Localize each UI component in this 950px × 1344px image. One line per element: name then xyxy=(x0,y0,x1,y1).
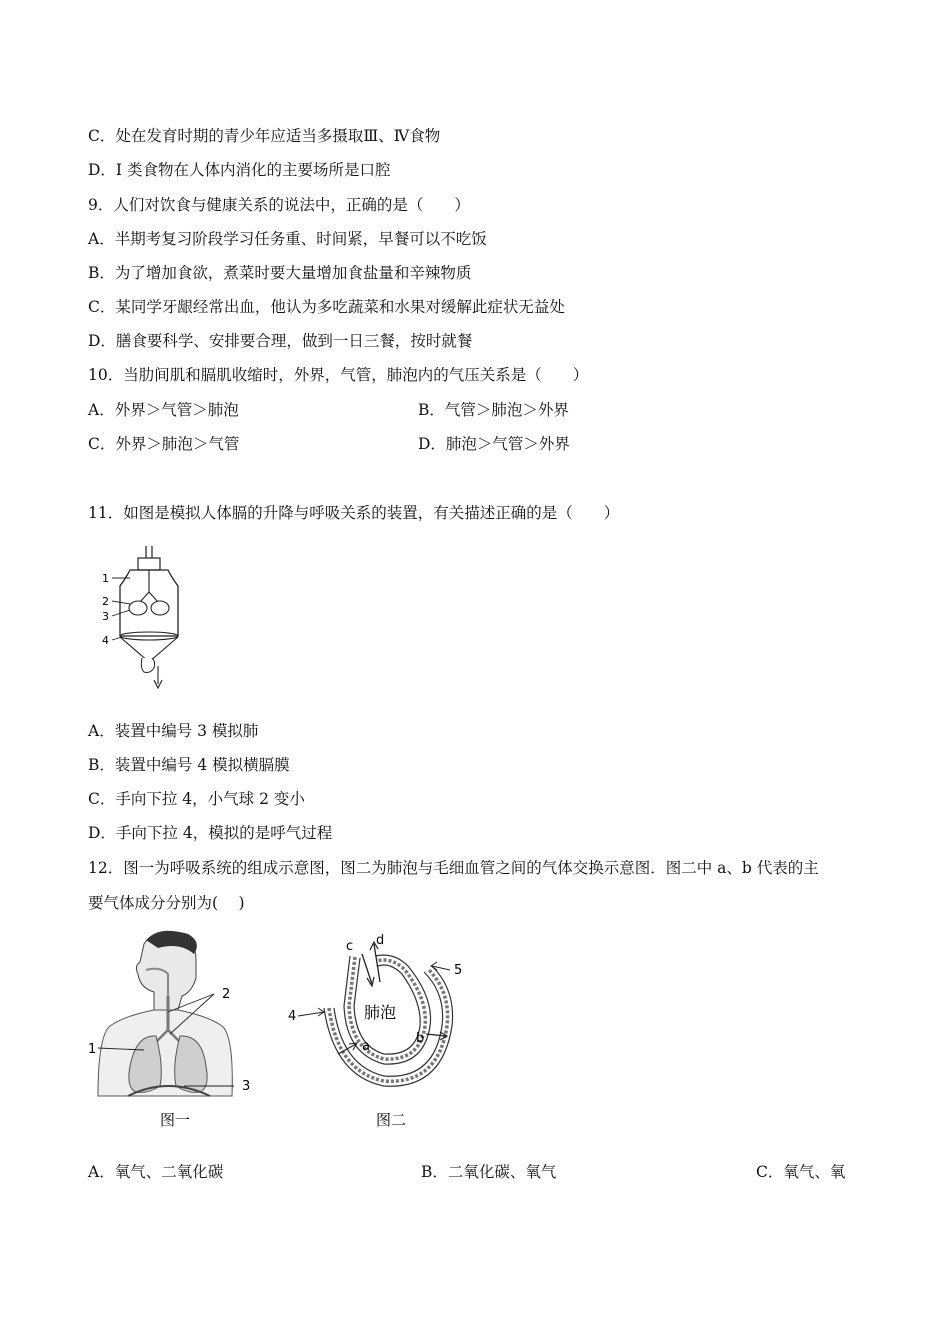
q11-option-b: B．装置中编号 4 模拟横膈膜 xyxy=(88,756,290,774)
q12-stem-line1: 12．图一为呼吸系统的组成示意图，图二为肺泡与毛细血管之间的气体交换示意图．图二中 a、b 代表的主 xyxy=(88,859,819,877)
fig1-caption: 图一 xyxy=(160,1111,191,1129)
q9-stem: 9．人们对饮食与健康关系的说法中，正确的是（ ） xyxy=(88,196,470,214)
q10-option-c: C．外界＞肺泡＞气管 xyxy=(88,435,240,453)
fig2-label-a: a xyxy=(362,1039,370,1054)
q9-option-b: B．为了增加食欲，煮菜时要大量增加食盐量和辛辣物质 xyxy=(88,264,472,282)
jar-label-4: 4 xyxy=(102,634,109,647)
q11-stem: 11．如图是模拟人体膈的升降与呼吸关系的装置，有关描述正确的是（ ） xyxy=(88,504,620,522)
q11-option-a: A．装置中编号 3 模拟肺 xyxy=(88,722,259,740)
fig2-label-d: d xyxy=(376,933,385,948)
q8-option-d: D．I 类食物在人体内消化的主要场所是口腔 xyxy=(88,161,391,179)
fig2-caption: 图二 xyxy=(376,1111,407,1129)
q9-option-c: C．某同学牙龈经常出血，他认为多吃蔬菜和水果对缓解此症状无益处 xyxy=(88,298,565,316)
fig1-label-1: 1 xyxy=(88,1042,97,1057)
bell-jar-diagram xyxy=(100,544,180,692)
fig2-label-4: 4 xyxy=(288,1009,297,1024)
q12-option-a: A．氧气、二氧化碳 xyxy=(88,1163,224,1181)
q10-option-d: D．肺泡＞气管＞外界 xyxy=(418,435,570,453)
q8-option-c: C．处在发育时期的青少年应适当多摄取Ⅲ、Ⅳ食物 xyxy=(88,127,441,145)
q10-option-b: B．气管＞肺泡＞外界 xyxy=(418,401,569,419)
jar-label-2: 2 xyxy=(102,595,109,608)
q9-option-d: D．膳食要科学、安排要合理，做到一日三餐，按时就餐 xyxy=(88,332,473,350)
fig2-center-label: 肺泡 xyxy=(364,1003,397,1022)
q12-option-c: C．氧气、氧 xyxy=(756,1163,846,1181)
fig2-label-b: b xyxy=(416,1031,425,1046)
q12-option-b: B．二氧化碳、氧气 xyxy=(421,1163,557,1181)
fig1-label-3: 3 xyxy=(242,1079,250,1094)
q11-option-c: C．手向下拉 4，小气球 2 变小 xyxy=(88,790,305,808)
respiratory-system-diagram xyxy=(84,926,250,1136)
q10-stem: 10．当肋间肌和膈肌收缩时，外界，气管，肺泡内的气压关系是（ ） xyxy=(88,366,589,384)
fig1-label-2: 2 xyxy=(222,987,231,1002)
q11-option-d: D．手向下拉 4，模拟的是呼气过程 xyxy=(88,824,333,842)
fig2-label-5: 5 xyxy=(454,963,463,978)
q10-option-a: A．外界＞气管＞肺泡 xyxy=(88,401,239,419)
jar-label-1: 1 xyxy=(102,572,109,585)
jar-label-3: 3 xyxy=(102,610,109,623)
fig2-label-c: c xyxy=(346,939,354,954)
alveolus-gas-exchange-diagram xyxy=(284,926,470,1136)
q9-option-a: A．半期考复习阶段学习任务重、时间紧，早餐可以不吃饭 xyxy=(88,230,487,248)
q12-stem-line2: 要气体成分分别为( ) xyxy=(88,894,245,912)
